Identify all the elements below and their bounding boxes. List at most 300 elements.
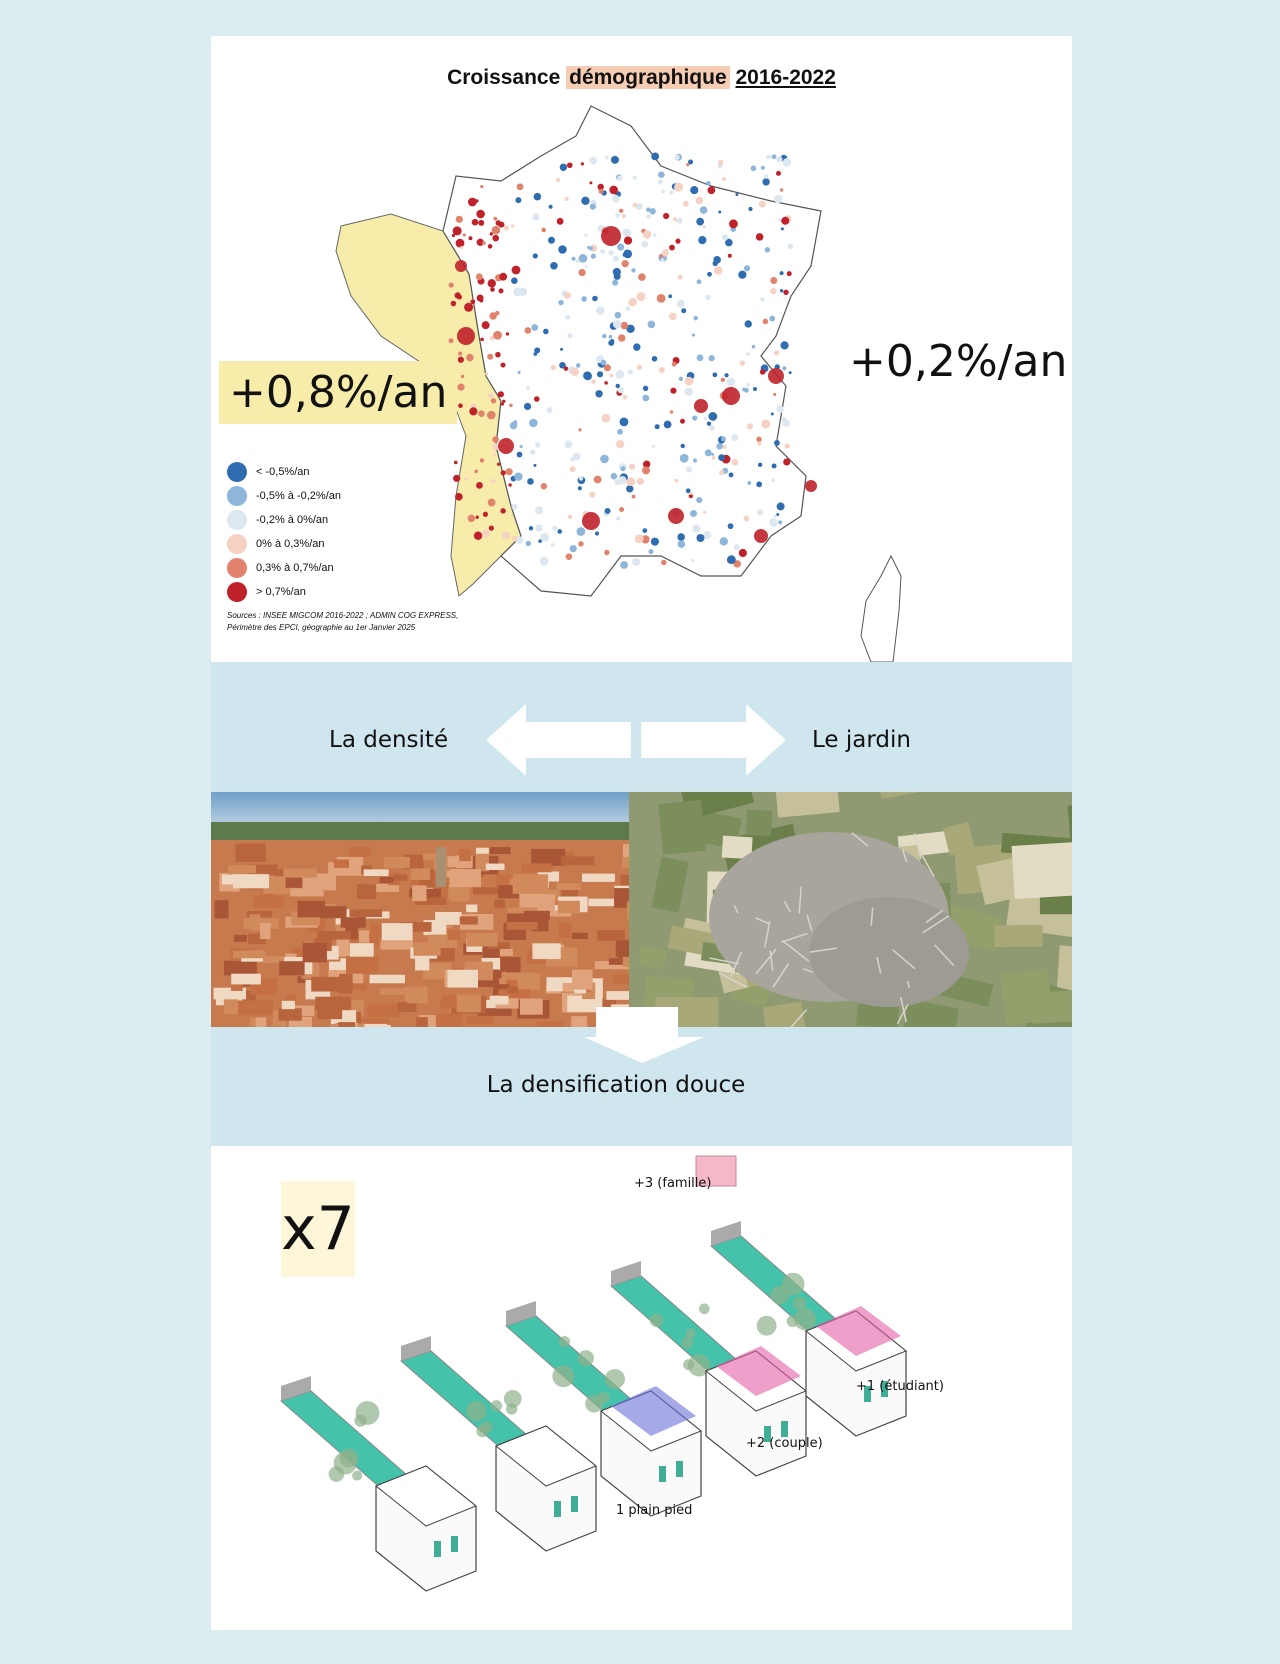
map-dot <box>493 217 497 221</box>
map-dot <box>623 253 627 257</box>
map-dot <box>692 333 695 336</box>
map-dot <box>734 544 740 550</box>
roof <box>224 998 238 1014</box>
map-dot <box>497 463 500 466</box>
city-dot <box>668 508 684 524</box>
roof <box>507 987 518 993</box>
map-dot <box>669 313 677 321</box>
map-dot <box>589 492 595 498</box>
map-dot <box>631 268 635 272</box>
map-dot <box>777 502 785 510</box>
map-dot <box>501 470 506 475</box>
map-dot <box>658 179 663 184</box>
map-dot <box>472 219 479 226</box>
roof <box>415 958 429 971</box>
map-dot <box>601 360 607 366</box>
map-dot <box>722 234 728 240</box>
map-source <box>227 610 458 634</box>
map-dot <box>771 412 774 415</box>
legend-label: -0,5% à -0,2%/an <box>256 490 341 502</box>
map-dot <box>600 249 605 254</box>
map-dot <box>517 452 523 458</box>
roof <box>490 996 509 1005</box>
field <box>746 810 772 836</box>
map-dot <box>681 308 686 313</box>
map-dot <box>620 417 629 426</box>
map-dot <box>604 364 611 371</box>
legend-item <box>227 580 341 604</box>
map-dot <box>718 211 721 214</box>
map-dot <box>674 183 683 192</box>
map-legend <box>227 460 341 604</box>
legend-swatch <box>227 462 247 482</box>
map-dot <box>752 345 756 349</box>
roof <box>350 909 383 917</box>
tree <box>685 1328 695 1338</box>
map-dot <box>753 387 757 391</box>
map-dot <box>585 266 588 269</box>
map-dot <box>781 227 784 230</box>
roof <box>341 917 366 927</box>
map-dot <box>692 524 700 532</box>
roof <box>380 877 394 883</box>
roof <box>413 942 440 955</box>
map-dot <box>534 396 540 402</box>
map-dot <box>712 372 717 377</box>
roof <box>407 987 427 1003</box>
map-dot <box>535 524 542 531</box>
map-dot <box>615 312 622 319</box>
map-dot <box>721 436 726 441</box>
roof <box>235 844 265 862</box>
map-dot <box>511 224 514 227</box>
map-dot <box>769 316 775 322</box>
map-dot <box>652 356 658 362</box>
map-dot <box>657 294 666 303</box>
map-dot <box>628 369 633 374</box>
map-dot <box>485 372 488 375</box>
roof <box>315 997 351 1010</box>
map-dot <box>735 193 738 196</box>
map-dot <box>552 525 557 530</box>
map-dot <box>506 468 513 475</box>
map-dot <box>538 539 542 543</box>
densification-scenario-panel <box>211 1146 1072 1630</box>
roof <box>411 868 430 880</box>
legend-swatch <box>227 558 247 578</box>
map-dot <box>591 379 596 384</box>
roof <box>561 856 594 865</box>
map-dot <box>468 236 472 240</box>
map-dot <box>744 388 749 393</box>
roof <box>416 1017 428 1027</box>
map-title-highlight: démographique <box>566 66 730 89</box>
map-dot <box>760 297 764 301</box>
roof <box>447 970 478 988</box>
map-dot <box>578 541 583 546</box>
map-dot <box>527 478 534 485</box>
roof <box>398 1002 416 1012</box>
map-dot <box>680 454 689 463</box>
map-dot <box>780 271 784 275</box>
map-dot <box>648 321 656 329</box>
roof <box>490 847 511 854</box>
tree <box>352 1470 362 1480</box>
national-growth-stat: +0,2%/an <box>849 336 1068 387</box>
tree <box>683 1359 694 1370</box>
map-dot <box>774 440 780 446</box>
legend-item <box>227 460 341 484</box>
roof <box>466 905 477 913</box>
map-dot <box>651 152 659 160</box>
roof <box>513 874 548 894</box>
map-dot <box>646 207 651 212</box>
map-dot <box>683 201 689 207</box>
roof <box>380 988 411 995</box>
city-dot <box>722 387 740 405</box>
source-line: Sources : INSEE MIGCOM 2016-2022 ; ADMIN COG EXPRESS, <box>227 611 459 620</box>
comparison-panel <box>211 662 1072 1146</box>
map-dot <box>672 362 677 367</box>
map-dot <box>609 335 613 339</box>
map-dot <box>718 160 723 165</box>
map-dot <box>707 421 711 425</box>
map-dot <box>766 155 771 160</box>
map-dot <box>590 204 596 210</box>
city-dot <box>601 226 621 246</box>
map-dot <box>638 273 646 281</box>
legend-swatch <box>227 486 247 506</box>
map-dot <box>560 348 563 351</box>
roof <box>357 884 376 899</box>
map-dot <box>594 476 602 484</box>
double-arrow-icon <box>486 702 786 782</box>
map-title-years: 2016-2022 <box>735 66 836 89</box>
tree <box>578 1350 594 1366</box>
map-dot <box>692 415 697 420</box>
map-dot <box>744 516 750 522</box>
map-dot <box>470 299 475 304</box>
roof <box>486 864 505 870</box>
map-dot <box>681 444 685 448</box>
map-dot <box>771 478 775 482</box>
map-dot <box>463 233 466 236</box>
map-dot <box>783 458 790 465</box>
map-dot <box>712 456 716 460</box>
roof <box>412 885 426 901</box>
map-dot <box>747 352 751 356</box>
map-dot <box>778 520 782 524</box>
roof <box>364 869 389 876</box>
map-dot <box>474 470 478 474</box>
map-dot <box>686 163 689 166</box>
map-dot <box>772 154 777 159</box>
multiplier-badge: x7 <box>281 1181 355 1277</box>
map-dot <box>560 164 567 171</box>
roof <box>394 875 408 881</box>
map-dot <box>515 197 521 203</box>
map-dot <box>511 504 517 510</box>
map-dot <box>512 266 521 275</box>
map-dot <box>679 377 683 381</box>
map-dot <box>680 419 685 424</box>
tree <box>787 1315 799 1327</box>
map-dot <box>489 526 494 531</box>
aerial-town-photo <box>629 792 1072 1027</box>
map-dot <box>609 186 618 195</box>
map-dot <box>653 233 657 237</box>
map-dot <box>706 181 711 186</box>
map-dot <box>491 398 496 403</box>
map-dot <box>508 483 511 486</box>
map-dot <box>457 384 464 391</box>
map-dot <box>648 549 653 554</box>
map-dot <box>549 205 553 209</box>
map-dot <box>624 236 632 244</box>
map-dot <box>454 461 458 465</box>
roof <box>606 991 629 1000</box>
map-dot <box>697 279 702 284</box>
map-dot <box>578 428 581 431</box>
map-dot <box>511 277 518 284</box>
map-dot <box>700 206 708 214</box>
map-dot <box>488 393 494 399</box>
map-dot <box>584 234 587 237</box>
map-dot <box>529 419 538 428</box>
roof <box>260 923 271 939</box>
map-dot <box>551 365 556 370</box>
tree <box>329 1466 345 1482</box>
roof <box>622 857 629 868</box>
roof <box>224 961 257 976</box>
map-dot <box>578 486 582 490</box>
roof <box>359 930 369 942</box>
map-dot <box>589 246 593 250</box>
map-dot <box>452 234 455 237</box>
map-dot <box>718 454 725 461</box>
map-dot <box>731 434 738 441</box>
map-dot <box>541 228 546 233</box>
map-dot <box>600 455 609 464</box>
roof <box>278 1008 301 1020</box>
map-title-text: Croissance <box>447 66 567 89</box>
map-dot <box>669 245 675 251</box>
map-dot <box>659 367 665 373</box>
map-dot <box>608 250 613 255</box>
map-dot <box>458 351 462 355</box>
map-dot <box>596 306 604 314</box>
roof <box>563 983 574 992</box>
map-dot <box>709 355 715 361</box>
field <box>1031 989 1072 1023</box>
roof <box>507 913 537 922</box>
map-dot <box>785 443 790 448</box>
map-dot <box>729 472 734 477</box>
map-dot <box>464 303 473 312</box>
map-dot <box>716 443 723 450</box>
map-dot <box>570 466 576 472</box>
map-dot <box>643 230 652 239</box>
map-dot <box>476 516 479 519</box>
map-dot <box>616 440 624 448</box>
down-arrow-icon <box>584 1007 704 1067</box>
legend-label: 0% à 0,3%/an <box>256 538 325 550</box>
roof <box>317 931 351 939</box>
map-dot <box>488 244 493 249</box>
map-dot <box>488 499 496 507</box>
map-dot <box>693 316 698 321</box>
map-dot <box>691 559 694 562</box>
map-dot <box>664 249 669 254</box>
map-dot <box>491 479 496 484</box>
roof <box>435 912 461 925</box>
map-dot <box>618 334 625 341</box>
map-dot <box>592 296 598 302</box>
map-dot <box>747 481 751 485</box>
map-dot <box>478 410 485 417</box>
map-dot <box>469 407 477 415</box>
map-dot <box>512 536 518 542</box>
map-dot <box>773 393 776 396</box>
roof <box>436 1014 463 1027</box>
legend-label: > 0,7%/an <box>256 586 306 598</box>
map-dot <box>696 534 704 542</box>
map-dot <box>724 373 728 377</box>
tower <box>436 847 446 887</box>
map-dot <box>478 220 484 226</box>
map-dot <box>650 208 656 214</box>
map-dot <box>783 290 788 295</box>
roof <box>559 923 571 938</box>
map-dot <box>548 237 555 244</box>
map-dot <box>661 258 665 262</box>
map-dot <box>496 220 502 226</box>
map-dot <box>618 476 626 484</box>
field <box>995 925 1043 947</box>
map-dot <box>622 260 629 267</box>
roof <box>467 933 498 946</box>
map-dot <box>581 296 587 302</box>
map-dot <box>573 453 581 461</box>
map-dot <box>602 334 606 338</box>
map-dot <box>617 429 623 435</box>
map-dot <box>557 218 564 225</box>
map-dot <box>635 534 644 543</box>
map-dot <box>551 543 555 547</box>
roof <box>558 901 580 914</box>
garden-label: Le jardin <box>812 727 911 753</box>
roof <box>256 1017 267 1027</box>
map-dot <box>480 185 483 188</box>
roof <box>279 961 304 975</box>
roof <box>384 857 410 868</box>
map-dot <box>476 273 483 280</box>
map-panel <box>211 36 1072 662</box>
map-dot <box>456 216 463 223</box>
roof <box>237 1001 272 1016</box>
map-dot <box>581 197 589 205</box>
map-dot <box>697 354 704 361</box>
map-dot <box>564 366 568 370</box>
map-dot <box>605 156 609 160</box>
map-dot <box>532 214 539 221</box>
map-dot <box>543 329 549 335</box>
map-dot <box>565 197 569 201</box>
map-dot <box>579 476 583 480</box>
map-dot <box>611 473 618 480</box>
map-dot <box>633 176 637 180</box>
map-dot <box>628 298 636 306</box>
map-dot <box>633 343 640 350</box>
map-dot <box>589 181 592 184</box>
roof <box>311 977 343 992</box>
map-dot <box>529 526 533 530</box>
map-dot <box>659 254 663 258</box>
map-dot <box>622 214 626 218</box>
roof <box>572 933 588 939</box>
map-dot <box>547 407 553 413</box>
map-dot <box>756 233 764 241</box>
map-dot <box>458 357 464 363</box>
map-dot <box>595 531 599 535</box>
roof <box>449 869 481 887</box>
map-dot <box>456 239 465 248</box>
map-dot <box>613 268 621 276</box>
map-dot <box>722 445 726 449</box>
roof <box>338 1022 355 1027</box>
map-dot <box>604 381 608 385</box>
roof <box>290 888 323 896</box>
map-dot <box>720 537 728 545</box>
plot-1 <box>281 1376 476 1591</box>
roof <box>259 894 274 903</box>
map-dot <box>626 485 633 492</box>
roof <box>334 859 349 867</box>
map-dot <box>714 266 723 275</box>
map-dot <box>558 245 567 254</box>
label-couple: +2 (couple) <box>746 1436 823 1451</box>
roof <box>382 923 413 940</box>
map-dot <box>751 165 757 171</box>
map-dot <box>525 327 532 334</box>
map-dot <box>519 445 522 448</box>
map-dot <box>495 311 500 316</box>
map-dot <box>504 225 509 230</box>
roof <box>572 970 593 990</box>
map-dot <box>726 378 735 387</box>
map-dot <box>690 510 697 517</box>
map-dot <box>722 177 726 181</box>
map-dot <box>781 417 786 422</box>
map-dot <box>764 174 769 179</box>
map-dot <box>615 213 620 218</box>
map-dot <box>455 292 461 298</box>
map-dot <box>678 540 686 548</box>
map-dot <box>686 467 692 473</box>
map-dot <box>570 545 577 552</box>
map-dot <box>632 495 636 499</box>
map-dot <box>780 188 783 191</box>
map-dot <box>558 300 563 305</box>
map-dot <box>566 553 573 560</box>
map-dot <box>591 254 596 259</box>
map-dot <box>739 360 745 366</box>
city-dot <box>768 368 784 384</box>
map-dot <box>674 479 678 483</box>
field <box>1012 842 1072 899</box>
map-dot <box>524 403 531 410</box>
map-dot <box>632 203 637 208</box>
